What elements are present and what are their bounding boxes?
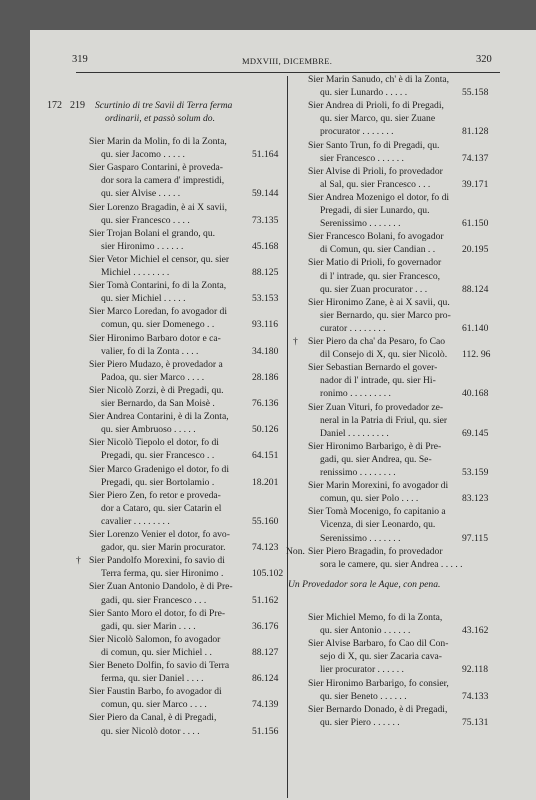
section-heading: Scurtinio di tre Savii di Terra ferma	[95, 100, 233, 111]
candidate-detail-line: Serenissimo . . . . . . .	[320, 532, 401, 544]
book-page	[30, 30, 536, 800]
candidate-name-line: Sier Michiel Memo, fo di la Zonta,	[308, 612, 443, 623]
candidate-detail-line: di Comun, qu. sier Candian . .	[320, 244, 436, 256]
section-heading-cont: ordinarii, et passò solum do.	[105, 113, 215, 124]
candidate-detail-line: qu. sier Nicolò dotor . . . .	[101, 725, 200, 737]
vote-count: 36.176	[252, 620, 279, 632]
candidate-detail-line: comun, qu. sier Polo . . . .	[320, 493, 419, 505]
candidate-name-line: Sier Hironimo Barbarigo, fo consier,	[308, 677, 449, 689]
candidate-name-line: Sier Nicolò Tiepolo el dotor, fo di	[89, 437, 219, 449]
candidate-name-line: Sier Tomà Mocenigo, fo capitanio a	[308, 506, 446, 518]
candidate-name-line: Sier Trojan Bolani el grando, qu.	[89, 227, 216, 239]
vote-count: 28.186	[252, 371, 279, 383]
candidate-name-line: Sier Marin Sanudo, ch' è di la Zonta,	[308, 74, 450, 85]
candidate-detail-line: sora le camere, qu. sier Andrea . . . . .	[320, 558, 463, 570]
candidate-detail-line: Pregadi, qu. sier Bortolamio .	[101, 476, 215, 488]
candidate-name-line: Sier Hironimo Zane, è ai X savii, qu.	[308, 296, 450, 308]
candidate-name-line: Sier Andrea Mozenigo el dotor, fo di	[308, 191, 450, 203]
candidate-detail-line: qu. sier Francesco . . . .	[101, 214, 190, 226]
candidate-name-line: Sier Piero Bragadin, fo provedador	[308, 545, 443, 557]
candidate-name-line: Sier Marco Gradenigo el dotor, fo di	[89, 463, 230, 475]
candidate-detail-line: sier Francesco . . . . . .	[320, 152, 404, 164]
candidate-name-line: Sier Gasparo Contarini, è proveda-	[89, 162, 224, 174]
candidate-name-line: Sier Piero da Canal, è di Pregadi,	[89, 712, 217, 724]
running-head: MDXVIII, DICEMBRE.	[242, 56, 333, 66]
vote-count: 92.118	[462, 664, 489, 676]
vote-count: 39.171	[462, 178, 489, 190]
candidate-detail-line: sier Bernardo, da San Moisè .	[101, 398, 215, 409]
candidate-name-line: Sier Santo Moro el dotor, fo di Pre-	[89, 607, 226, 619]
candidate-detail-line: qu. sier Antonio . . . . . .	[320, 625, 411, 637]
candidate-detail-line: qu. sier Ambruoso . . . . .	[101, 424, 196, 436]
candidate-name-line: Sier Andrea Contarini, è di la Zonta,	[89, 411, 229, 423]
candidate-detail-line: qu. sier Lunardo . . . . .	[320, 87, 408, 99]
section-title: Un Provedador sora le Aque, con pena.	[288, 579, 441, 590]
vote-count: 43.162	[462, 625, 489, 637]
vote-count: 53.153	[252, 293, 279, 305]
elected-cross-mark: †	[293, 336, 298, 347]
vote-count: 83.123	[462, 493, 489, 505]
candidate-detail-line: lier procurator . . . . . .	[320, 664, 404, 676]
candidate-name-line: Sier Sebastian Bernardo el gover-	[308, 362, 438, 374]
candidate-detail-line: qu. sier Marco, qu. sier Zuane	[320, 113, 436, 125]
candidate-name-line: Sier Bernardo Donado, è di Pregadi,	[308, 703, 448, 715]
vote-count: 61.150	[462, 218, 489, 230]
candidate-detail-line: sier Hironimo . . . . . .	[101, 240, 184, 252]
candidate-detail-line: al Sal, qu. sier Francesco . . .	[320, 178, 431, 190]
candidate-detail-line: qu. sier Zuan procurator . . .	[320, 283, 428, 295]
vote-count: 34.180	[252, 345, 279, 357]
candidate-name-line: Sier Marco Loredan, fo avogador di	[89, 306, 227, 318]
candidate-detail-line: gadi, qu. sier Marin . . . .	[101, 620, 196, 632]
vote-count: 81.128	[462, 126, 489, 138]
candidate-detail-line: qu. sier Jacomo . . . . .	[101, 149, 185, 161]
vote-count: 73.135	[252, 214, 279, 226]
page-number-right: 320	[476, 54, 492, 65]
candidate-detail-line: dor sora la camera d' imprestidi,	[101, 175, 225, 187]
candidate-name-line: Sier Santo Trun, fo di Pregadi, qu.	[308, 139, 440, 151]
candidate-name-line: Sier Faustin Barbo, fo avogador di	[89, 686, 222, 698]
candidate-detail-line: qu. sier Beneto . . . . . .	[320, 690, 407, 702]
candidate-name-line: Sier Pandolfo Morexini, fo savio di	[89, 555, 225, 567]
candidate-detail-line: renissimo . . . . . . . .	[320, 467, 396, 478]
candidate-detail-line: comun, qu. sier Domenego . .	[101, 319, 215, 331]
vote-count: 64.151	[252, 450, 279, 462]
vote-count: 20.195	[462, 244, 489, 256]
vote-count: 74.139	[252, 699, 279, 711]
candidate-detail-line: sier Bernardo, qu. sier Marco pro-	[320, 309, 451, 321]
vote-count: 76.136	[252, 398, 279, 409]
candidate-name-line: Sier Zuan Vituri, fo provedador ze-	[308, 401, 444, 413]
vote-count: 69.145	[462, 427, 489, 439]
column-divider	[287, 76, 288, 798]
candidate-detail-line: Serenissimo . . . . . . .	[320, 218, 401, 230]
candidate-name-line: Sier Marin Morexini, fo avogador di	[308, 480, 449, 492]
vote-count: 61.140	[462, 322, 489, 334]
candidate-detail-line: nador di l' intrade, qu. sier Hi-	[320, 375, 436, 387]
candidate-detail-line: gador, qu. sier Marin procurator.	[101, 542, 226, 554]
vote-count: 45.168	[252, 240, 279, 252]
vote-count: 50.126	[252, 424, 279, 436]
candidate-name-line: Sier Lorenzo Venier el dotor, fo avo-	[89, 529, 230, 540]
vote-count: 53.159	[462, 467, 489, 478]
candidate-detail-line: comun, qu. sier Marco . . . .	[101, 699, 207, 711]
candidate-name-line: Sier Piero Mudazo, è provedador a	[89, 358, 223, 370]
candidate-detail-line: sejo di X, qu. sier Zacaria cava-	[320, 651, 442, 663]
candidate-detail-line: Vicenza, di sier Leonardo, qu.	[320, 519, 436, 531]
vote-count: 97.115	[462, 532, 489, 544]
vote-count: 51.164	[252, 149, 279, 161]
candidate-name-line: Sier Tomà Contarini, fo di la Zonta,	[89, 280, 227, 292]
candidate-detail-line: procurator . . . . . . .	[320, 126, 394, 138]
candidate-detail-line: valier, fo di la Zonta . . . .	[101, 345, 199, 357]
candidate-name-line: Sier Piero Zen, fo retor e proveda-	[89, 489, 221, 501]
candidate-detail-line: neral in la Patria di Friul, qu. sier	[320, 414, 448, 426]
candidate-name-line: Sier Francesco Bolani, fo avogador	[308, 231, 444, 243]
vote-count: 88.124	[462, 283, 489, 295]
candidate-name-line: Sier Hironimo Barbarigo, è di Pre-	[308, 440, 442, 452]
candidate-name-line: Sier Andrea di Prioli, fo di Pregadi,	[308, 100, 444, 112]
header-rule	[76, 72, 500, 73]
vote-count: 40.168	[462, 388, 489, 400]
candidate-name-line: Sier Lorenzo Bragadin, è ai X savii,	[89, 201, 227, 213]
entry-number: 172	[47, 100, 62, 111]
candidate-detail-line: ronimo . . . . . . . . .	[320, 388, 391, 400]
elected-cross-mark: †	[76, 555, 81, 567]
candidate-detail-line: di comun, qu. sier Michiel . .	[101, 646, 212, 658]
candidate-name-line: Sier Zuan Antonio Dandolo, è di Pre-	[89, 581, 233, 593]
vote-count: 55.160	[252, 515, 279, 527]
candidate-detail-line: Daniel . . . . . . . . .	[320, 427, 389, 439]
candidate-name-line: Sier Alvise di Prioli, fo provedador	[308, 165, 443, 177]
candidate-name-line: Sier Alvise Barbaro, fo Cao dil Con-	[308, 638, 449, 650]
candidate-detail-line: gadi, qu. sier Andrea, qu. Se-	[320, 453, 432, 465]
candidate-name-line: Sier Nicolò Zorzi, è di Pregadi, qu.	[89, 384, 224, 396]
candidate-detail-line: Padoa, qu. sier Marco . . . .	[101, 371, 205, 383]
candidate-name-line: Sier Piero da cha' da Pesaro, fo Cao	[308, 336, 446, 347]
candidate-detail-line: qu. sier Alvise . . . . .	[101, 188, 181, 200]
candidate-name-line: Sier Vetor Michiel el censor, qu. sier	[89, 253, 230, 265]
candidate-detail-line: di l' intrade, qu. sier Francesco,	[320, 270, 441, 282]
vote-count: 74.123	[252, 542, 279, 554]
non-marker: Non.	[286, 545, 305, 557]
candidate-detail-line: qu. sier Piero . . . . . .	[320, 716, 400, 728]
vote-count: 59.144	[252, 188, 279, 200]
candidate-detail-line: Pregadi, di sier Lunardo, qu.	[320, 205, 430, 216]
vote-count: 74.137	[462, 152, 489, 164]
candidate-name-line: Sier Beneto Dolfin, fo savio di Terra	[89, 660, 230, 671]
candidate-name-line: Sier Hironimo Barbaro dotor e ca-	[89, 332, 221, 344]
candidate-detail-line: curator . . . . . . . .	[320, 322, 386, 334]
candidate-detail-line: Michiel . . . . . . . .	[101, 267, 170, 278]
candidate-detail-line: Terra ferma, qu. sier Hironimo .	[101, 568, 224, 580]
vote-count: 86.124	[252, 673, 279, 685]
vote-count: 74.133	[462, 690, 489, 702]
candidate-name-line: Sier Nicolò Salomon, fo avogador	[89, 633, 221, 645]
vote-count: 51.156	[252, 725, 279, 737]
vote-count: 51.162	[252, 594, 279, 606]
vote-count: 105.102	[252, 568, 284, 580]
vote-count: 93.116	[252, 319, 279, 331]
vote-count: 88.127	[252, 646, 279, 658]
vote-count: 75.131	[462, 716, 489, 728]
candidate-detail-line: ferma, qu. sier Daniel . . . .	[101, 673, 204, 685]
page-number-left: 319	[72, 54, 88, 65]
candidate-detail-line: dor a Cataro, qu. sier Catarin el	[101, 502, 222, 514]
vote-count: 55.158	[462, 87, 489, 99]
entry-column: 219	[70, 100, 85, 111]
candidate-detail-line: Pregadi, qu. sier Francesco . .	[101, 450, 215, 462]
candidate-detail-line: qu. sier Michiel . . . . .	[101, 293, 186, 305]
candidate-detail-line: gadi, qu. sier Francesco . . .	[101, 594, 207, 606]
vote-count: 88.125	[252, 267, 279, 278]
vote-count: 112. 96	[462, 349, 491, 361]
candidate-detail-line: dil Consejo di X, qu. sier Nicolò.	[320, 349, 448, 361]
candidate-detail-line: cavalier . . . . . . . .	[101, 515, 170, 527]
candidate-name-line: Sier Marin da Molin, fo di la Zonta,	[89, 136, 227, 147]
vote-count: 18.201	[252, 476, 279, 488]
candidate-name-line: Sier Matio di Prioli, fo governador	[308, 257, 442, 269]
